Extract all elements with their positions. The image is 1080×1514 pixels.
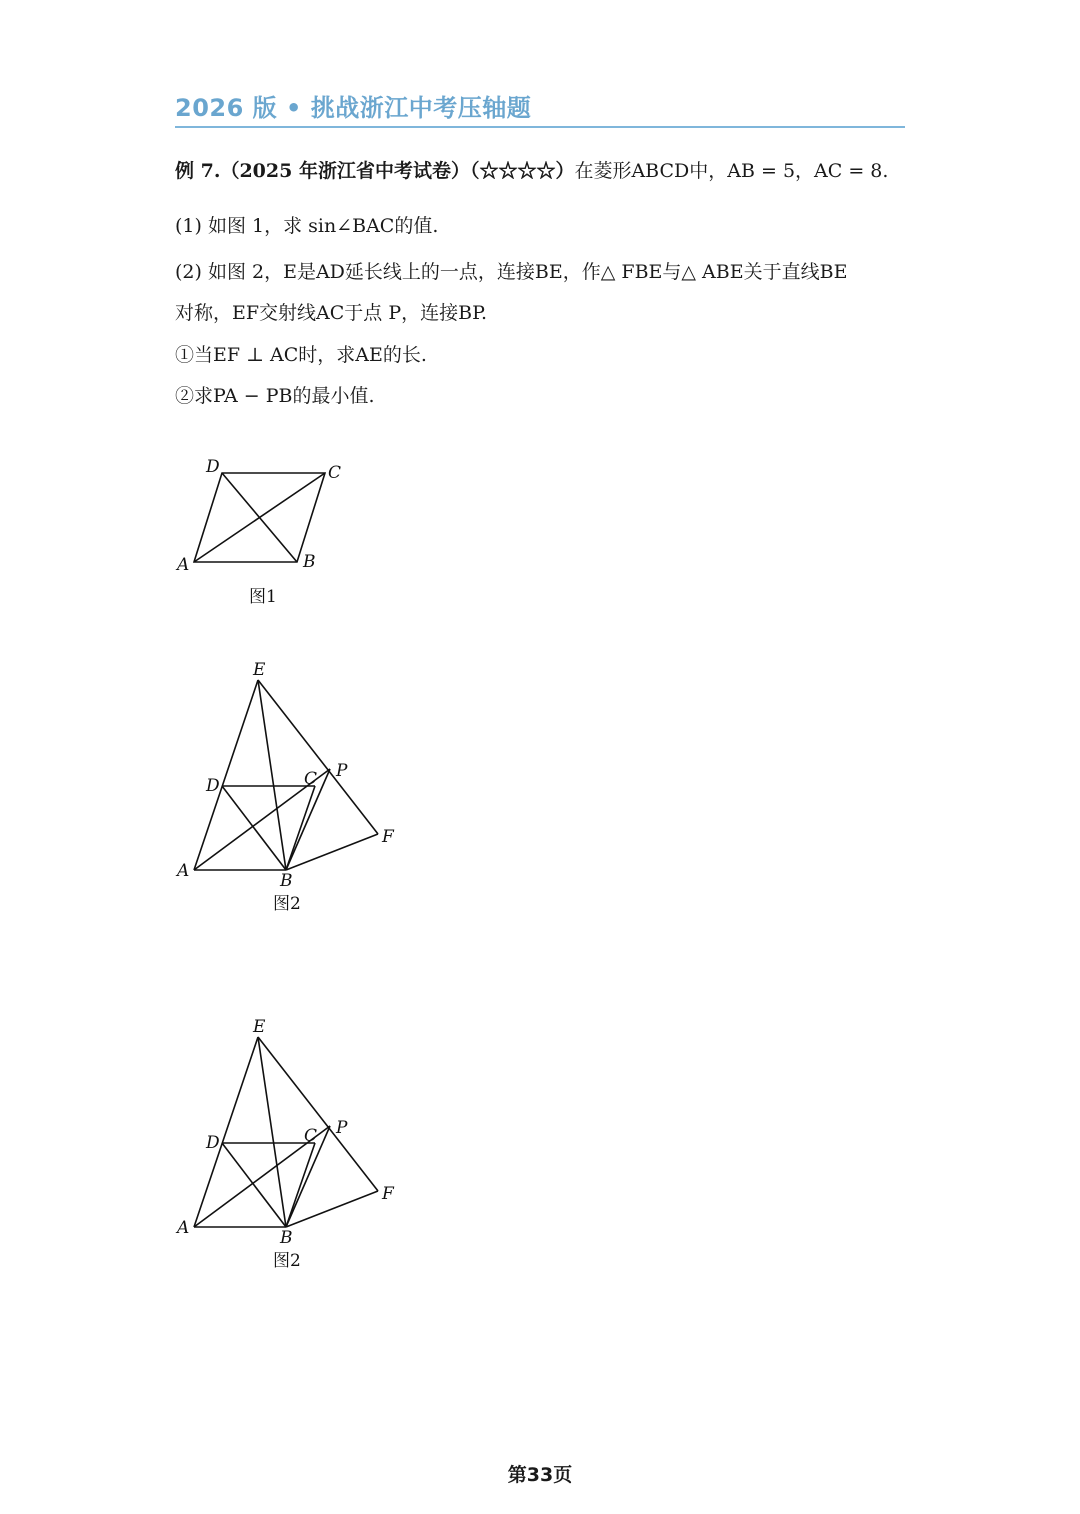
question-2-line-1: (2) 如图 2，E是AD延长线上的一点，连接BE，作△ FBE与△ ABE关于直线BE bbox=[175, 261, 848, 283]
fig3-label-a: A bbox=[177, 1218, 190, 1238]
fig2-label-f: F bbox=[382, 827, 394, 847]
header-divider bbox=[175, 126, 905, 128]
fig3-label-f: F bbox=[382, 1184, 394, 1204]
problem-stem-line bbox=[175, 158, 888, 184]
fig3-label-p: P bbox=[336, 1118, 348, 1138]
fig1-caption: 图1 bbox=[249, 587, 277, 607]
fig2-label-p: P bbox=[336, 761, 348, 781]
question-2-part-a: ①当EF ⊥ AC时，求AE的长. bbox=[175, 344, 427, 366]
question-1: (1) 如图 1，求 sin∠BAC的值. bbox=[175, 215, 439, 237]
fig3-label-e: E bbox=[253, 1017, 266, 1037]
fig2-caption: 图2 bbox=[273, 894, 301, 914]
problem-source: （2025 年浙江省中考试卷）（☆☆☆☆） bbox=[220, 160, 575, 182]
question-2-part-b: ②求PA − PB的最小值. bbox=[175, 385, 375, 407]
fig1-label-b: B bbox=[303, 552, 316, 572]
fig1-label-a: A bbox=[177, 555, 190, 575]
fig2-label-e: E bbox=[253, 660, 266, 680]
fig3-label-b: B bbox=[280, 1228, 293, 1248]
fig3-label-d: D bbox=[206, 1133, 220, 1153]
problem-stem: 在菱形ABCD中，AB = 5，AC = 8. bbox=[574, 160, 889, 182]
question-2-line-2: 对称，EF交射线AC于点 P，连接BP. bbox=[175, 302, 488, 324]
fig3-label-c: C bbox=[304, 1126, 318, 1146]
fig2-label-a: A bbox=[177, 861, 190, 881]
page-number: 第33页 bbox=[507, 1464, 573, 1486]
fig1-label-c: C bbox=[328, 463, 342, 483]
fig1-label-d: D bbox=[206, 457, 220, 477]
fig2-label-b: B bbox=[280, 871, 293, 891]
fig2-label-d: D bbox=[206, 776, 220, 796]
fig3-caption: 图2 bbox=[273, 1251, 301, 1271]
figure-1 bbox=[170, 450, 370, 620]
figure-3 bbox=[170, 1012, 410, 1277]
problem-label: 例 7. bbox=[175, 160, 221, 182]
figure-2 bbox=[170, 655, 410, 920]
header-title: 2026 版 • 挑战浙江中考压轴题 bbox=[175, 94, 532, 122]
fig2-label-c: C bbox=[304, 769, 318, 789]
